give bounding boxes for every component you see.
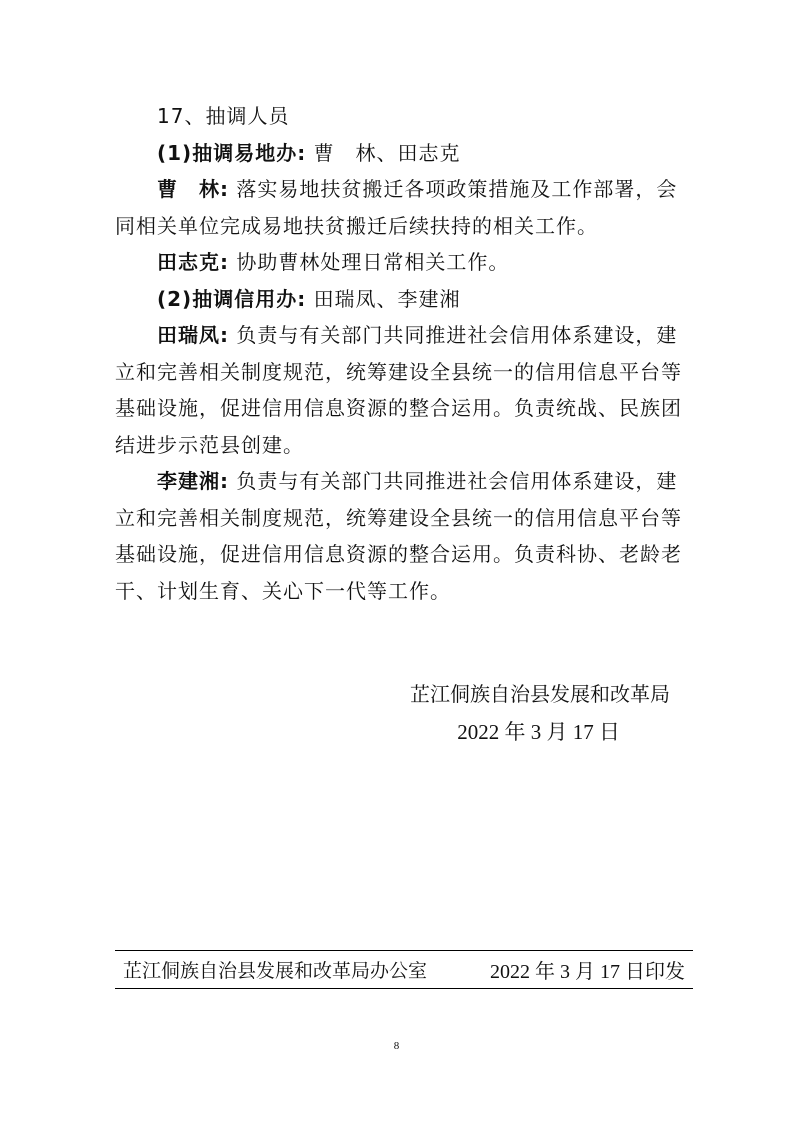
signature-date: 2022 年 3 月 17 日 <box>457 720 620 744</box>
footer-bottom-rule <box>115 988 693 989</box>
group1-person1-line1: 落实易地扶贫搬迁各项政策措施及工作部署，会 <box>236 177 678 201</box>
group2-person2-line4: 干、计划生育、关心下一代等工作。 <box>115 578 451 603</box>
group1-heading <box>115 135 695 172</box>
group1-person1-line2: 同相关单位完成易地扶贫搬迁后续扶持的相关工作。 <box>115 213 598 238</box>
group2-person2-line3: 基础设施，促进信用信息资源的整合运用。负责科协、老龄老 <box>115 542 682 566</box>
group2-person2-paragraph <box>115 463 695 609</box>
group1-members: 曹 林、田志克 <box>313 140 461 165</box>
group2-person1-line4: 结进步示范县创建。 <box>115 432 304 457</box>
group2-person1-line2: 立和完善相关制度规范，统筹建设全县统一的信用信息平台等 <box>115 359 682 384</box>
group2-person1-name: 田瑞凤: <box>157 323 229 347</box>
signature-org: 芷江侗族自治县发展和改革局 <box>410 682 670 706</box>
group1-person2-name: 田志克: <box>157 250 229 274</box>
group2-person2-line1: 负责与有关部门共同推进社会信用体系建设，建 <box>236 469 678 493</box>
footer-issued-date: 2022 年 3 月 17 日印发 <box>490 960 685 983</box>
group2-person2-line2: 立和完善相关制度规范，统筹建设全县统一的信用信息平台等 <box>115 505 682 530</box>
group1-person2-line1: 协助曹林处理日常相关工作。 <box>236 250 510 274</box>
group1-person1-name: 曹 林: <box>157 177 229 201</box>
group2-title: (2)抽调信用办: <box>157 286 307 311</box>
footer-office: 芷江侗族自治县发展和改革局办公室 <box>123 959 428 982</box>
footer-issuance <box>115 951 693 987</box>
group1-person2-paragraph <box>115 244 695 281</box>
group2-person2-name: 李建湘: <box>157 469 229 493</box>
group2-person1-paragraph <box>115 317 695 463</box>
document-body <box>115 98 695 609</box>
group1-title: (1)抽调易地办: <box>157 140 307 165</box>
group1-person1-paragraph <box>115 171 695 244</box>
signature-block <box>410 675 670 751</box>
group2-members: 田瑞凤、李建湘 <box>313 286 461 311</box>
group2-heading <box>115 281 695 318</box>
page-number: 8 <box>393 1040 400 1052</box>
group2-person1-line3: 基础设施，促进信用信息资源的整合运用。负责统战、民族团 <box>115 396 682 420</box>
group2-person1-line1: 负责与有关部门共同推进社会信用体系建设，建 <box>236 323 678 347</box>
section-heading: 17、抽调人员 <box>157 104 290 128</box>
